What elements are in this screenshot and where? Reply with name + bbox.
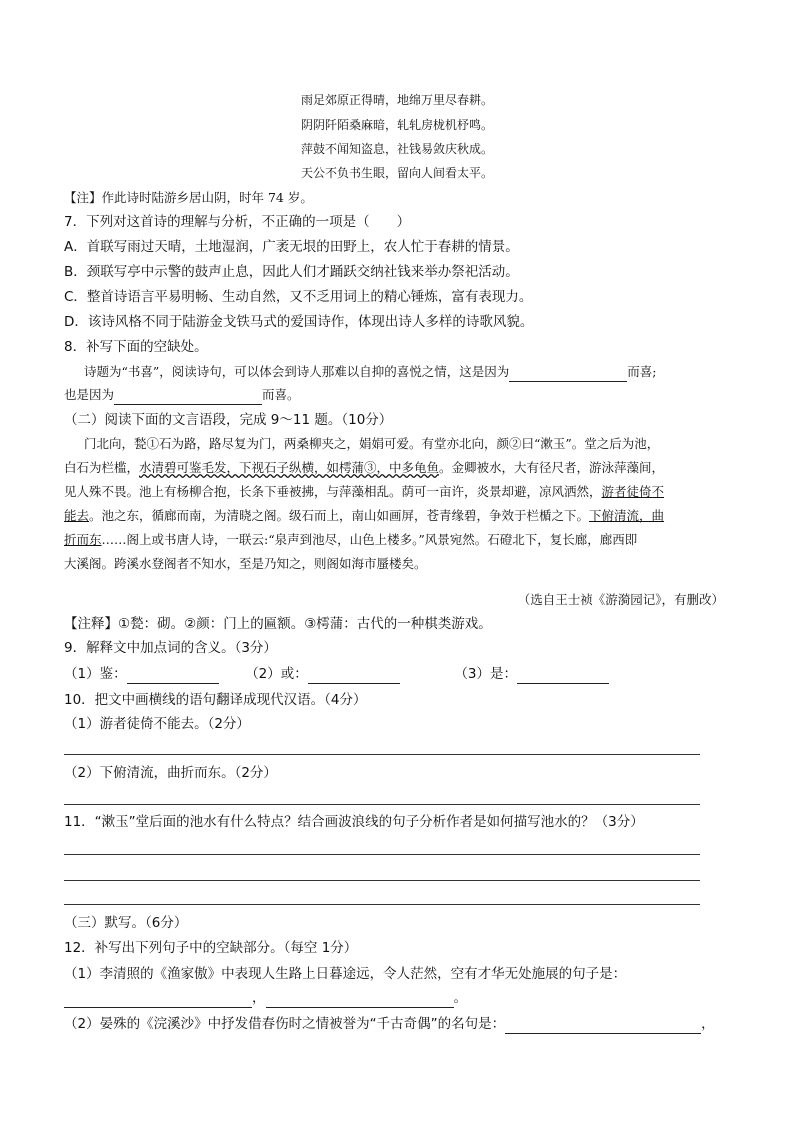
passage-line-2-b: 。金卿被水，大有径尺者，游泳萍藻间， [439, 460, 665, 475]
q9-item-1-label: （1）鉴： [64, 666, 127, 682]
q9-items [64, 664, 609, 684]
q9-blank-1[interactable] [127, 669, 219, 684]
q10-sub-2: （2）下俯清流，曲折而东。（2分） [64, 765, 277, 781]
passage-source: （选自王士祯《游漪园记》，有删改） [517, 592, 724, 607]
q8-line-2-end: 而喜。 [262, 387, 300, 402]
q9-item-2-label: （2）或： [245, 666, 308, 682]
q12-blank-2[interactable] [266, 993, 454, 1008]
section2-heading: （二）阅读下面的文言语段，完成 9～11 题。（10分） [64, 412, 393, 428]
passage-notes: 【注释】①甃：砌。②颜：门上的匾额。③樗蒲：古代的一种棋类游戏。 [64, 616, 492, 632]
q10-answer-line-2[interactable] [64, 804, 700, 805]
poem-line-4: 天公不负书生眼，留向人间看太平。 [300, 166, 493, 180]
underlined-sentence-2a: 下俯清流，曲 [589, 508, 665, 523]
q12-end: 。 [453, 990, 467, 1006]
q7-stem: 7．下列对这首诗的理解与分析，不正确的一项是（ ） [64, 214, 411, 230]
q9-stem: 9．解释文中加点词的含义。（3分） [64, 640, 277, 656]
q11-answer-line-2[interactable] [64, 880, 700, 881]
q7-option-a: A．首联写雨过天晴，土地湿润，广袤无垠的田野上，农人忙于春耕的情景。 [64, 239, 519, 255]
passage-line-1: 门北向，甃①石为路，路尽复为门，两桑柳夹之，娟娟可爱。有堂亦北向，颜②曰“漱玉”。堂之后为池， [84, 436, 660, 451]
q12-sub-2-text: （2）晏殊的《浣溪沙》中抒发借春伤时之情被誉为“千古奇偶”的名句是： [64, 1016, 506, 1032]
q9-blank-2[interactable] [308, 669, 400, 684]
passage-line-2 [64, 458, 730, 478]
q8-line-2-text: 也是因为 [64, 387, 115, 402]
q7-option-d: D．该诗风格不同于陆游金戈铁马式的爱国诗作，体现出诗人多样的诗歌风貌。 [64, 314, 534, 330]
q12-blank-1[interactable] [64, 993, 252, 1008]
passage-line-5 [64, 530, 730, 550]
wavy-sentence: 水清碧可鉴毛发，下视石子纵横，如樗蒲③，中多龟鱼 [139, 460, 440, 475]
passage-line-2-a: 白石为栏槛， [64, 460, 140, 475]
q7-option-c: C．整首诗语言平易明畅、生动自然，又不乏用词上的精心锤炼，富有表现力。 [64, 289, 533, 305]
q12-stem: 12．补写出下列句子中的空缺部分。（每空 1分） [64, 940, 358, 956]
underlined-sentence-1a: 游者徒倚不 [601, 484, 665, 499]
poem-note: 【注】作此诗时陆游乡居山阴，时年 74 岁。 [64, 190, 313, 205]
q10-answer-line-1[interactable] [64, 754, 700, 755]
q12-sub-1-blanks [64, 988, 467, 1008]
poem-line-1: 雨足郊原正得晴，地绵万里尽春耕。 [300, 93, 493, 107]
q11-stem: 11．“漱玉”堂后面的池水有什么特点？结合画波浪线的句子分析作者是如何描写池水的？（3分） [64, 814, 644, 830]
underlined-sentence-1b: 能去 [64, 508, 90, 523]
passage-line-5-a: ……阁上或书唐人诗，一联云:“泉声到池尽，山色上楼多。”风景宛然。石磴北下，复长廊，廊西即 [101, 532, 638, 547]
q7-option-b: B．颈联写亭中示警的鼓声止息，因此人们才踊跃交纳社钱来举办祭祀活动。 [64, 264, 519, 280]
poem-line-2: 阴阴阡陌桑麻暗，轧轧房栊机杼鸣。 [300, 118, 493, 132]
underlined-sentence-2b: 折而东 [64, 532, 102, 547]
q8-line-1 [84, 362, 657, 382]
section3-heading: （三）默写。（6分） [64, 915, 188, 931]
q10-sub-1: （1）游者徒倚不能去。（2分） [64, 716, 250, 732]
passage-line-6: 大溪阁。跨溪水登阁者不知水，至是乃知之，则阁如海市蜃楼矣。 [64, 556, 427, 571]
q9-blank-3[interactable] [517, 669, 609, 684]
passage-line-4 [64, 506, 730, 526]
q8-stem: 8．补写下面的空缺处。 [64, 339, 208, 355]
q8-blank-1[interactable] [509, 367, 627, 382]
q10-stem: 10．把文中画横线的语句翻译成现代汉语。（4分） [64, 692, 367, 708]
poem-line-3: 萍鼓不闻知盗息，社钱易敛庆秋成。 [300, 142, 493, 156]
q12-sep: ， [252, 990, 266, 1006]
passage-line-3 [64, 482, 730, 502]
q8-line-1-text: 诗题为“书喜”，阅读诗句，可以体会到诗人那难以自抑的喜悦之情，这是因为 [84, 364, 510, 379]
q12-blank-3[interactable] [505, 1019, 701, 1034]
q11-answer-line-3[interactable] [64, 904, 700, 905]
passage-line-4-a: 。池之东，循廊而南，为清晓之阁。级石而上，南山如画屏，苍青缘碧，争效于栏楯之下。 [89, 508, 590, 523]
q8-line-1-end: 而喜; [627, 364, 657, 379]
q9-item-3-label: （3）是： [454, 666, 517, 682]
q12-sub-1: （1）李清照的《渔家傲》中表现人生路上日暮途远，令人茫然，空有才华无处施展的句子是： [64, 966, 627, 982]
q12-sub-2 [64, 1014, 715, 1034]
passage-line-3-a: 见人殊不畏。池上有杨柳合抱，长条下垂被拂，与萍藻相乱。荫可一亩许，炎景却避，凉风洒然， [64, 484, 602, 499]
q8-line-2 [64, 385, 300, 405]
q12-sub-2-end: ， [701, 1016, 715, 1032]
q11-answer-line-1[interactable] [64, 854, 700, 855]
q8-blank-2[interactable] [114, 390, 262, 405]
